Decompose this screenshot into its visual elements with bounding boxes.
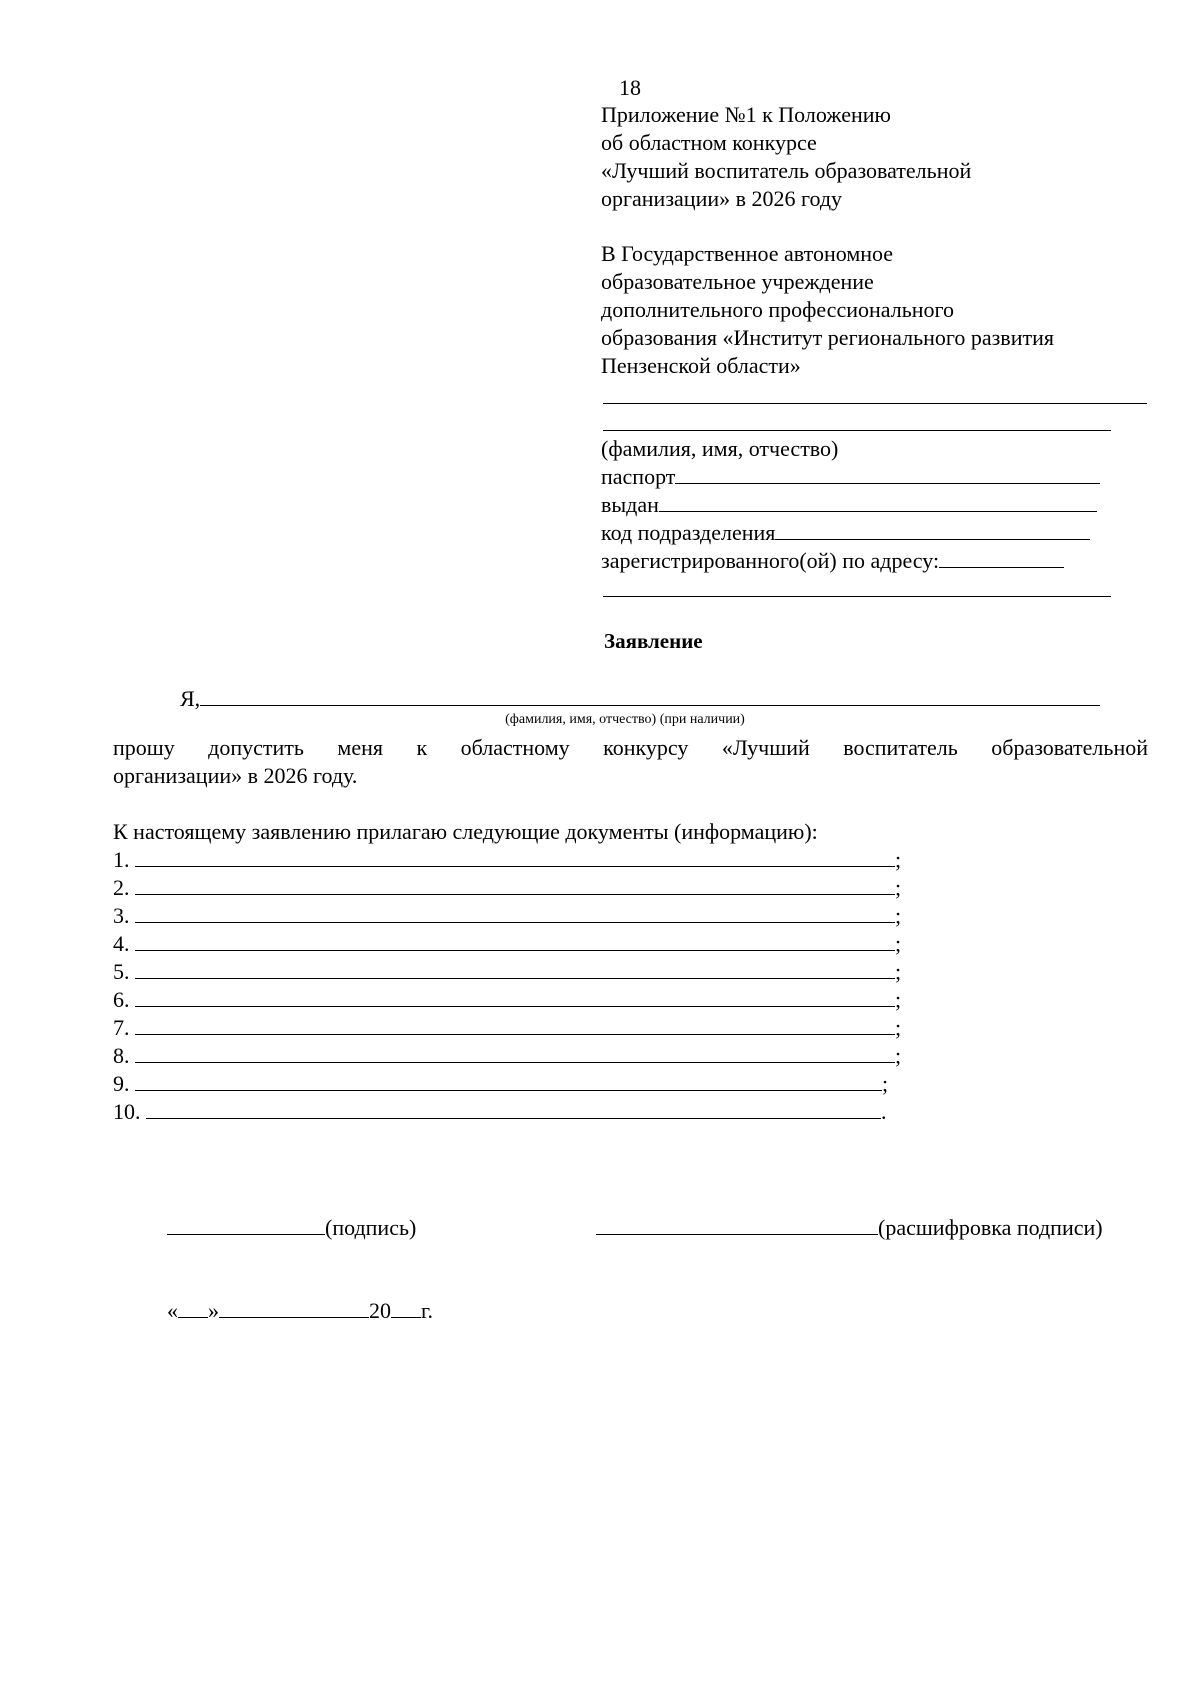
attachment-num: 5. — [113, 959, 130, 984]
date-year-prefix: 20 — [369, 1298, 391, 1323]
registered-label: зарегистрированного(ой) по адресу: — [601, 548, 940, 573]
date-day-field[interactable] — [178, 1297, 208, 1318]
document-title: Заявление — [604, 629, 703, 653]
attachment-row — [113, 930, 901, 958]
attachment-end: ; — [895, 987, 902, 1012]
signature-decode-label: (расшифровка подписи) — [878, 1215, 1103, 1240]
attachment-field[interactable] — [135, 986, 895, 1007]
attachment-row — [113, 986, 901, 1014]
attachment-end: ; — [895, 959, 902, 984]
attachment-end: ; — [895, 847, 902, 872]
signature-decode-field[interactable] — [596, 1214, 878, 1235]
attachment-row — [113, 902, 901, 930]
registered-field-2[interactable] — [603, 574, 1111, 597]
division-code-field[interactable] — [775, 519, 1090, 540]
registered-field-1[interactable] — [939, 547, 1064, 568]
signature-field[interactable] — [167, 1214, 325, 1235]
appendix-line-4: организации» в 2026 году — [601, 186, 843, 211]
signature-label: (подпись) — [325, 1215, 417, 1240]
issued-row — [601, 491, 1097, 519]
issued-field[interactable] — [659, 491, 1097, 512]
attachment-num: 10. — [113, 1099, 141, 1124]
date-month-field[interactable] — [219, 1297, 369, 1318]
attachment-row — [113, 1014, 901, 1042]
statement-fio-hint: (фамилия, имя, отчество) (при наличии) — [505, 712, 745, 727]
attachment-num: 8. — [113, 1043, 130, 1068]
attachment-row — [113, 846, 901, 874]
attachment-end: ; — [895, 903, 902, 928]
attachment-num: 7. — [113, 1015, 130, 1040]
appendix-line-1: Приложение №1 к Положению — [601, 102, 891, 127]
attachment-row — [113, 1042, 901, 1070]
attachment-field[interactable] — [135, 1042, 895, 1063]
attachments-intro: К настоящему заявлению прилагаю следующие документы (информацию): — [113, 819, 818, 844]
attachment-num: 3. — [113, 903, 130, 928]
statement-line-1: прошу допустить меня к областному конкурсу «Лучший воспитатель образовательной — [113, 735, 1148, 760]
date-year-suffix: г. — [421, 1298, 434, 1323]
attachment-end: ; — [895, 931, 902, 956]
attachment-num: 4. — [113, 931, 130, 956]
passport-field[interactable] — [675, 463, 1100, 484]
date-close-quote: » — [208, 1298, 219, 1323]
applicant-name-field-2[interactable] — [603, 408, 1111, 431]
attachment-field[interactable] — [146, 1098, 881, 1119]
appendix-line-3: «Лучший воспитатель образовательной — [601, 158, 972, 183]
date-row — [167, 1297, 433, 1325]
attachment-end: ; — [895, 1015, 902, 1040]
applicant-name-field-1[interactable] — [603, 381, 1147, 404]
attachment-field[interactable] — [135, 958, 895, 979]
date-year-field[interactable] — [391, 1297, 421, 1318]
attachment-num: 9. — [113, 1071, 130, 1096]
signature-decode-row — [596, 1214, 1103, 1242]
attachment-field[interactable] — [135, 846, 895, 867]
signature-row — [167, 1214, 416, 1242]
attachment-end: ; — [882, 1071, 889, 1096]
addressee-line-4: образования «Институт регионального развития — [601, 325, 1054, 350]
attachment-field[interactable] — [135, 874, 895, 895]
attachment-field[interactable] — [135, 930, 895, 951]
date-open-quote: « — [167, 1298, 178, 1323]
passport-row — [601, 463, 1100, 491]
addressee-line-5: Пензенской области» — [601, 353, 801, 378]
division-code-row — [601, 519, 1090, 547]
statement-name-row — [180, 685, 1100, 713]
attachment-field[interactable] — [135, 902, 895, 923]
registered-row — [601, 547, 1064, 575]
page-number: 18 — [619, 75, 641, 100]
statement-fio-field[interactable] — [200, 685, 1100, 706]
attachment-field[interactable] — [135, 1014, 895, 1035]
addressee-line-3: дополнительного профессионального — [601, 297, 954, 322]
statement-prefix: Я, — [180, 686, 201, 711]
attachment-row — [113, 1098, 887, 1126]
attachment-end: ; — [895, 1043, 902, 1068]
division-code-label: код подразделения — [601, 520, 776, 545]
attachment-end: . — [881, 1099, 887, 1124]
attachment-row — [113, 958, 901, 986]
statement-line-2: организации» в 2026 году. — [113, 763, 358, 788]
attachment-end: ; — [895, 875, 902, 900]
issued-label: выдан — [601, 492, 659, 517]
fio-caption: (фамилия, имя, отчество) — [601, 436, 839, 461]
addressee-line-2: образовательное учреждение — [601, 269, 874, 294]
attachment-row — [113, 874, 901, 902]
appendix-line-2: об областном конкурсе — [601, 130, 817, 155]
attachment-num: 2. — [113, 875, 130, 900]
addressee-line-1: В Государственное автономное — [601, 241, 894, 266]
attachment-num: 6. — [113, 987, 130, 1012]
attachment-num: 1. — [113, 847, 130, 872]
attachment-row — [113, 1070, 888, 1098]
passport-label: паспорт — [601, 464, 676, 489]
attachment-field[interactable] — [135, 1070, 882, 1091]
